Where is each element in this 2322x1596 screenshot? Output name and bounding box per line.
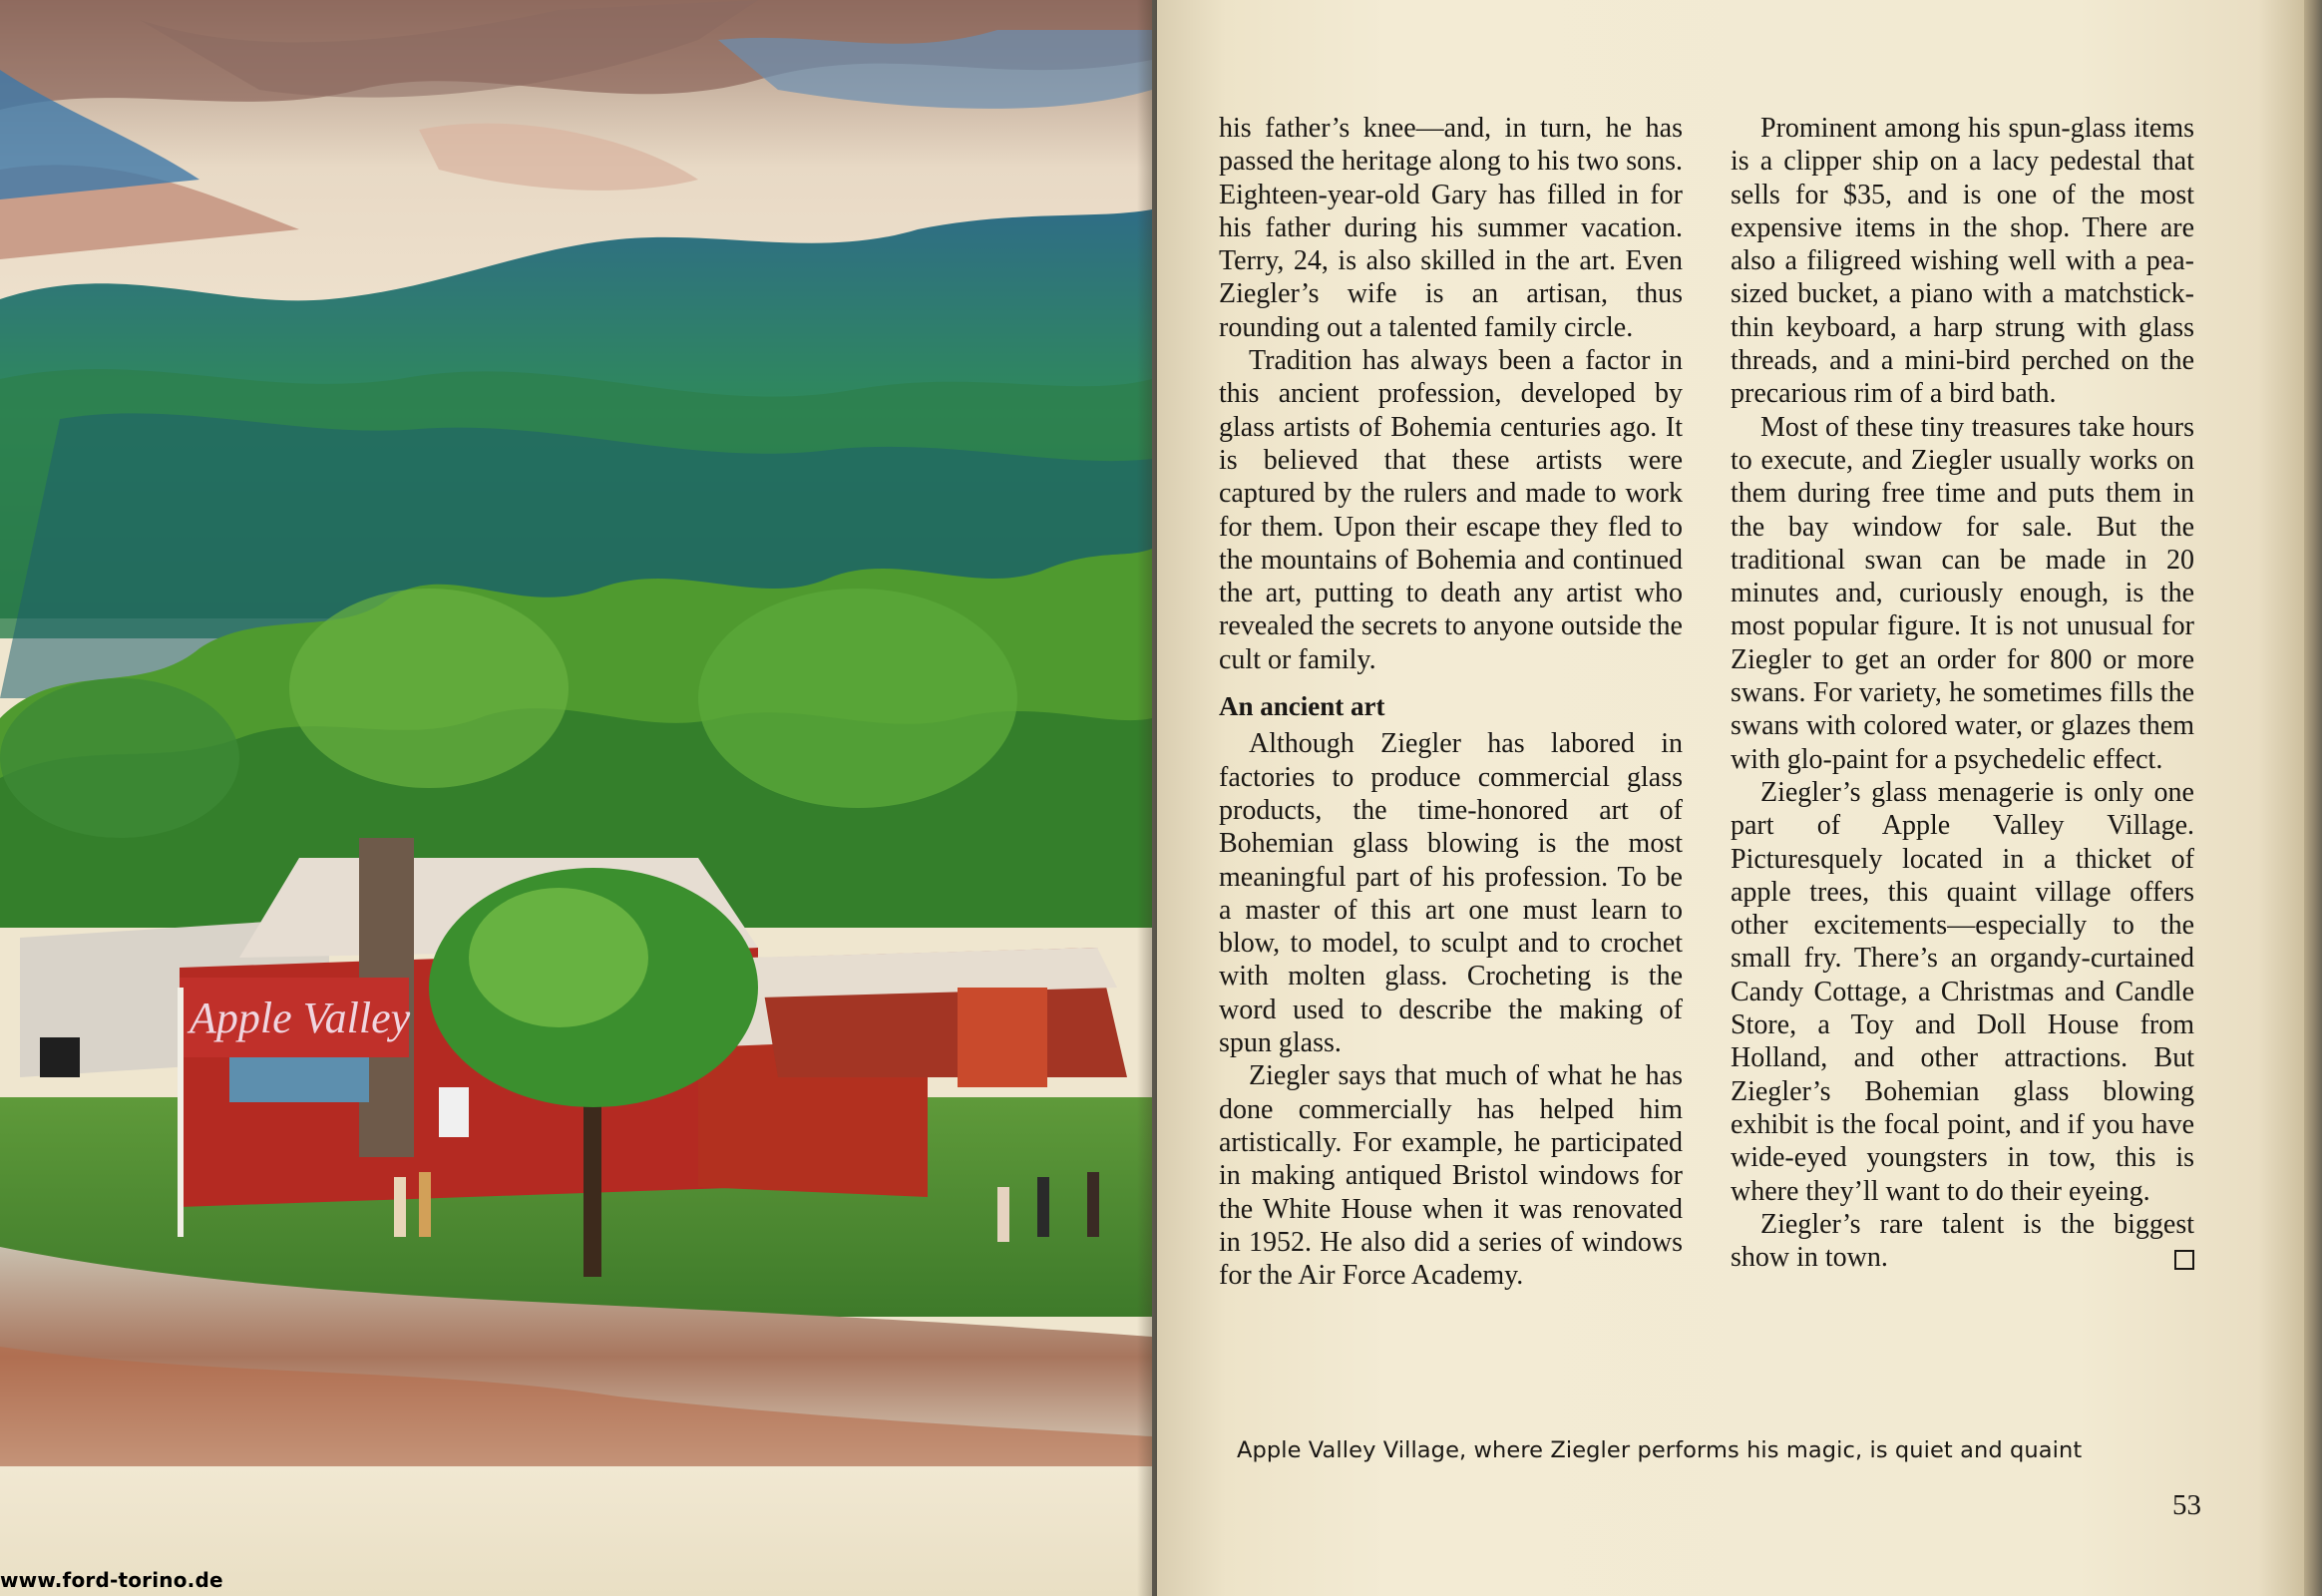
page-number: 53 bbox=[2172, 1489, 2201, 1521]
paragraph: Although Ziegler has labored in factories to produce commercial glass products, the time-honored art of Bohemian glass blowing is the most meaningful part of his profession. To be a master of this art one must learn to blow, to model, to sculpt and to crochet with molten glass. Crocheting is the word used to describe the making of spun glass. bbox=[1219, 728, 1683, 1059]
paragraph: Ziegler says that much of what he has done commercially has helped him artistically. For example, he participated in making antiqued Bristol windows for the White House when it was renovated in 1952. He also did a series of windows for the Air Force Academy. bbox=[1219, 1060, 1683, 1292]
illustration-caption: Apple Valley Village, where Ziegler performs his magic, is quiet and quaint bbox=[1237, 1437, 2083, 1463]
article-column-1 bbox=[1219, 112, 1683, 1292]
left-page bbox=[0, 0, 1152, 1596]
closing-text: Ziegler’s rare talent is the biggest show in town. bbox=[1731, 1208, 2194, 1274]
watermark: www.ford-torino.de bbox=[0, 1568, 223, 1592]
paragraph: Prominent among his spun-glass items is a clipper ship on a lacy pedestal that sells for $35, and is one of the most expensive items in the shop. There are also a filigreed wishing well with a pea-sized bucket, a piano with a matchstick-thin keyboard, a harp strung with glass threads, and a mini-bird perched on the precarious rim of a bird bath. bbox=[1731, 113, 2194, 410]
paragraph: Ziegler’s glass menagerie is only one part of Apple Valley Village. Picturesquely located in a thicket of apple trees, this quaint village offers other excitements—especially to the small fry. There’s an organdy-curtained Candy Cottage, a Christmas and Candle Store, a Toy and Doll House from Holland, and other attractions. But Ziegler’s Bohemian glass blowing exhibit is the focal point, and if you have wide-eyed youngsters in tow, this is where they’ll want to do their eyeing. bbox=[1731, 776, 2194, 1207]
page-edge bbox=[2304, 0, 2322, 1596]
paragraph-closing bbox=[1731, 1208, 2194, 1275]
end-mark-icon bbox=[2174, 1250, 2194, 1270]
apple-valley-painting bbox=[0, 0, 1152, 1466]
section-heading: An ancient art bbox=[1219, 691, 1385, 722]
paragraph: Tradition has always been a factor in this ancient profession, developed by glass artists of Bohemia centuries ago. It is believed that these artists were captured by the rulers and made to work for them. Upon their escape they fled to the mountains of Bohemia and continued the art, putting to death any artist who revealed the secrets to anyone outside the cult or family. bbox=[1219, 345, 1683, 675]
paragraph: his father’s knee—and, in turn, he has passed the heritage along to his two sons. Eighteen-year-old Gary has filled in for his father during his summer vacation. Terry, 24, is also skilled in the art. Even Ziegler’s wife is an artisan, thus rounding out a talented family circle. bbox=[1219, 113, 1683, 343]
apple-valley-sign-text: Apple Valley bbox=[190, 994, 411, 1042]
paragraph: Most of these tiny treasures take hours to execute, and Ziegler usually works on them during free time and puts them in the bay window for sale. But the traditional swan can be made in 20 minutes and, curiously enough, is the most popular figure. It is not unusual for Ziegler to get an order for 800 or more swans. For variety, he sometimes fills the swans with colored water, or glazes them with glo-paint for a psychedelic effect. bbox=[1731, 411, 2194, 775]
article-column-2 bbox=[1731, 112, 2194, 1274]
